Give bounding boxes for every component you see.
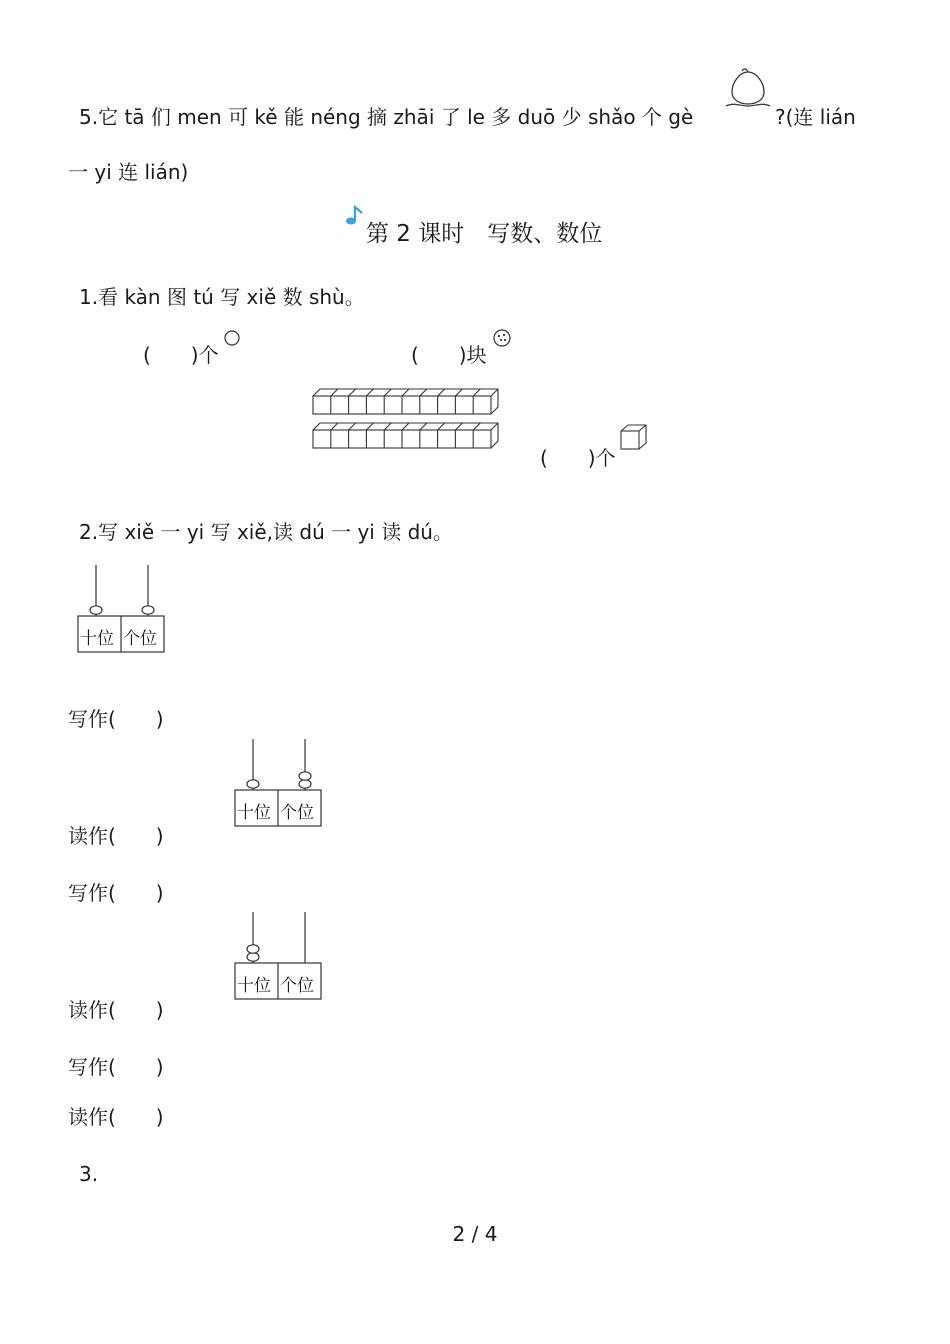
abacus-2: [234, 737, 324, 829]
lesson-title: 第 2 课时 写数、数位: [366, 221, 603, 247]
q2-read-1[interactable]: 读作( ): [68, 824, 164, 848]
q5-line1: 5.它 tā 们 men 可 kě 能 néng 摘 zhāi 了 le 多 duō 少 shǎo 个 gè: [79, 105, 694, 129]
q2-read-3[interactable]: 读作( ): [68, 1105, 164, 1129]
cube-icon: [619, 423, 649, 453]
tens-label: 十位: [237, 976, 271, 996]
music-note-icon: [345, 204, 367, 228]
ones-label: 个位: [280, 803, 314, 823]
q2-write-3[interactable]: 写作( ): [68, 1055, 164, 1079]
tens-bead: [247, 953, 259, 961]
ones-bead: [299, 780, 311, 788]
tens-bead: [247, 945, 259, 953]
q1-blank-circles[interactable]: ( )个: [143, 343, 219, 367]
ones-label: 个位: [280, 976, 314, 996]
q5-line2: 一 yi 连 lián): [68, 160, 189, 184]
q1-blank-cubes[interactable]: ( )个: [540, 446, 616, 470]
tens-label: 十位: [80, 629, 114, 649]
q2-write-1[interactable]: 写作( ): [68, 707, 164, 731]
cookie-icon: [492, 328, 514, 348]
cube-rods: [312, 388, 502, 454]
q2-read-2[interactable]: 读作( ): [68, 998, 164, 1022]
q3-label: 3.: [79, 1162, 99, 1186]
tens-bead: [247, 780, 259, 788]
ones-bead: [299, 772, 311, 780]
peach-icon: [722, 66, 774, 110]
circle-icon: [222, 330, 242, 348]
q2-prompt: 2.写 xiě 一 yi 写 xiě,读 dú 一 yi 读 dú。: [79, 520, 453, 544]
ones-bead: [142, 606, 154, 614]
q2-write-2[interactable]: 写作( ): [68, 881, 164, 905]
page-number: 2 / 4: [452, 1222, 498, 1246]
q1-prompt: 1.看 kàn 图 tú 写 xiě 数 shù。: [79, 285, 365, 309]
tens-bead: [90, 606, 102, 614]
tens-label: 十位: [237, 803, 271, 823]
ones-label: 个位: [123, 629, 157, 649]
q1-blank-cookies[interactable]: ( )块: [411, 343, 487, 367]
abacus-1: [77, 563, 167, 655]
abacus-3: [234, 910, 324, 1002]
q5-line1-tail: ?(连 lián: [775, 105, 856, 129]
